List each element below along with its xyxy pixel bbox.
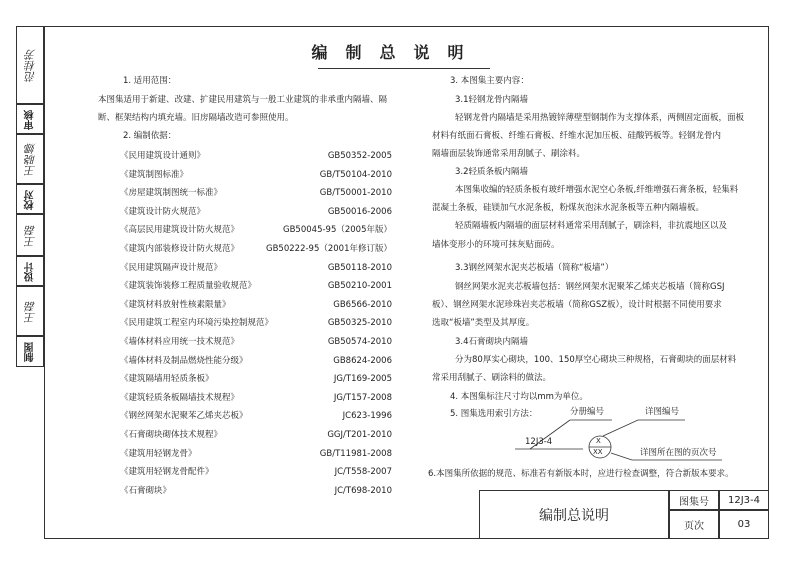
standard-name: 《房屋建筑制图统一标准》: [120, 188, 223, 199]
section-6: 6.本图集所依据的规范、标准若有新版本时，应进行检查调整，符合新版本要求。: [428, 469, 734, 479]
standard-name: 《建筑用轻钢龙骨》: [120, 448, 197, 459]
standard-code: GB50016-2006: [327, 206, 392, 217]
standard-name: 《建筑内部装修设计防火规范》: [120, 244, 240, 254]
section-3-1-line-3: 隔墙面层装饰通常采用刮腻子、刷涂料。: [432, 149, 586, 159]
section-3-3-line-1: 钢丝网架水泥夹芯板墙包括：钢丝网架水泥聚苯乙烯夹芯板墙（简称GSJ: [455, 282, 725, 292]
standard-name: 《石膏砌块》: [120, 485, 172, 496]
detail-number-label: 详图编号: [645, 407, 680, 417]
standard-code: GB50352-2005: [327, 151, 392, 161]
standard-name: 《民用建筑隔声设计规范》: [120, 262, 223, 273]
atlas-no: 12J3-4: [727, 494, 760, 506]
designer-role-label: 设计: [25, 262, 36, 282]
standard-name: 《钢丝网架水泥聚苯乙烯夹芯板》: [120, 411, 248, 422]
standard-code: GGJ/T201-2010: [327, 430, 392, 440]
designer-signature: 王磊: [24, 301, 37, 323]
page-label-cell: [669, 510, 719, 539]
standard-code: GB6566-2010: [333, 299, 392, 310]
section-3-4-title: 3.4石膏砌块内隔墙: [455, 337, 529, 347]
section-3-2-title: 3.2轻质条板内隔墙: [455, 167, 529, 177]
standard-code: GB50118-2010: [327, 262, 392, 273]
standard-name: 《民用建筑工程室内环境污染控制规范》: [120, 318, 274, 329]
standard-code: GB/T50001-2010: [319, 188, 392, 199]
standard-name: 《建筑隔墙用轻质条板》: [120, 374, 214, 385]
page-number-label: 详图所在图的页次号: [640, 448, 717, 458]
section-3-2-line-2: 混凝土条板，硅镁加气水泥条板，粉煤灰泡沫水泥条板等五种内隔墙板。: [432, 203, 705, 213]
page-no: 03: [737, 519, 751, 530]
detail-leader-line: [603, 420, 638, 436]
section-3-heading: 3. 本图集主要内容：: [450, 76, 529, 86]
page-no-cell: [719, 510, 769, 539]
index-xx: XX: [593, 448, 603, 456]
page-title: 编制总说明: [311, 43, 482, 62]
drafter-role-label: 制图: [25, 342, 36, 363]
project-lead-signature: 范桂芳: [24, 49, 37, 83]
section-3-4-line-2: 常采用刮腻子、刷涂料的做法。: [432, 373, 552, 383]
standard-code: JG/T157-2008: [333, 392, 392, 403]
atlas-number-label: 分册编号: [570, 407, 605, 417]
title-block: [479, 490, 769, 539]
standard-code: JC/T698-2010: [334, 485, 392, 496]
section-4: 4. 本图集标注尺寸均以mm为单位。: [450, 392, 588, 402]
index-code: 12J3-4: [525, 437, 553, 447]
standard-code: GB50574-2010: [327, 337, 392, 347]
standard-name: 《建筑装饰装修工程质量验收规范》: [120, 281, 257, 292]
standard-name: 《高层民用建筑设计防火规范》: [120, 225, 240, 236]
section-3-2-line-4: 墙体变形小的环境可抹灰贴面砖。: [432, 240, 560, 250]
section-3-3-title: 3.3钢丝网架水泥夹芯板墙（简称“板墙”）: [455, 263, 614, 273]
standard-code: GB/T11981-2008: [319, 448, 392, 459]
standard-code: GB50325-2010: [327, 318, 392, 329]
standard-code: GB50045-95（2005年版）: [283, 225, 392, 236]
section-3-3-line-3: 选取“板墙”类型及其厚度。: [432, 318, 535, 328]
standard-name: 《墙体材料应用统一技术规范》: [120, 337, 240, 347]
chief-signature: 王晓娜: [24, 143, 37, 177]
section-1-heading: 1. 适用范围：: [123, 76, 177, 86]
standard-code: JG/T169-2005: [333, 374, 392, 385]
section-3-1-title: 3.1轻钢龙骨内隔墙: [455, 95, 529, 105]
atlas-no-cell: [719, 490, 769, 510]
standard-code: GB8624-2006: [333, 355, 392, 366]
main-name: 王磊: [24, 225, 37, 247]
section-5: 5. 图集选用索引方法：: [450, 409, 538, 419]
atlas-no-label-cell: [669, 490, 719, 510]
standard-code: JC623-1996: [342, 411, 392, 422]
standard-name: 《建筑用轻钢龙骨配件》: [120, 467, 214, 478]
standard-name: 《建筑设计防火规范》: [120, 206, 206, 217]
page-label: 页次: [684, 521, 704, 532]
section-1-body-line-2: 断、框架结构内填充墙。旧房隔墙改造可参照使用。: [98, 113, 294, 123]
section-3-1-line-1: 轻钢龙骨内隔墙是采用热镀锌薄壁型钢制作为支撑体系，两侧固定面板，面板: [455, 113, 745, 123]
standard-name: 《建筑材料放射性核素限量》: [120, 299, 231, 310]
section-3-3-line-2: 板）、钢丝网架水泥珍珠岩夹芯板墙（简称GSZ板），设计时根据不同使用要求: [432, 300, 722, 310]
standard-code: GB/T50104-2010: [319, 169, 392, 180]
section-3-2-line-1: 本图集收编的轻质条板有玻纤增强水泥空心条板,纤维增强石膏条板，轻集料: [455, 185, 739, 195]
index-x: X: [596, 437, 601, 445]
standard-name: 《民用建筑设计通则》: [120, 151, 206, 161]
standard-code: GB50210-2001: [327, 281, 392, 292]
checker-role-label: 校对: [25, 190, 36, 210]
section-3-1-line-2: 材料有纸面石膏板、纤维石膏板、纤维水泥加压板、硅酸钙板等。轻钢龙骨内: [432, 131, 722, 141]
drawing-title-cell: [479, 490, 669, 539]
atlas-no-label: 图集号: [679, 496, 709, 508]
section-1-body-line-1: 本图集适用于新建、改建、扩建民用建筑与一般工业建筑的非承重内隔墙、隔: [98, 95, 388, 105]
standard-name: 《石膏砌块砌体技术规程》: [120, 430, 223, 440]
standard-name: 《墙体材料及制品燃烧性能分级》: [120, 355, 248, 366]
standard-code: GB50222-95（2001年修订版）: [266, 244, 392, 254]
standard-name: 《建筑制图标准》: [120, 169, 189, 180]
standard-name: 《建筑轻质条板隔墙技术规程》: [120, 392, 240, 403]
drawing-title: 编制总说明: [539, 507, 609, 524]
standard-code: JC/T558-2007: [334, 467, 392, 478]
section-3-2-line-3: 轻质隔墙板内隔墙的面层材料通常采用刮腻子，刷涂料，非抗震地区以及: [455, 221, 728, 231]
section-2-heading: 2. 编制依据：: [123, 131, 177, 141]
page-leader-line: [611, 453, 632, 460]
reviewer-role-label: 审核: [25, 110, 36, 130]
section-3-4-line-1: 分为80厚实心砌块，100、150厚空心砌块三种规格，石膏砌块的面层材料: [455, 355, 737, 365]
